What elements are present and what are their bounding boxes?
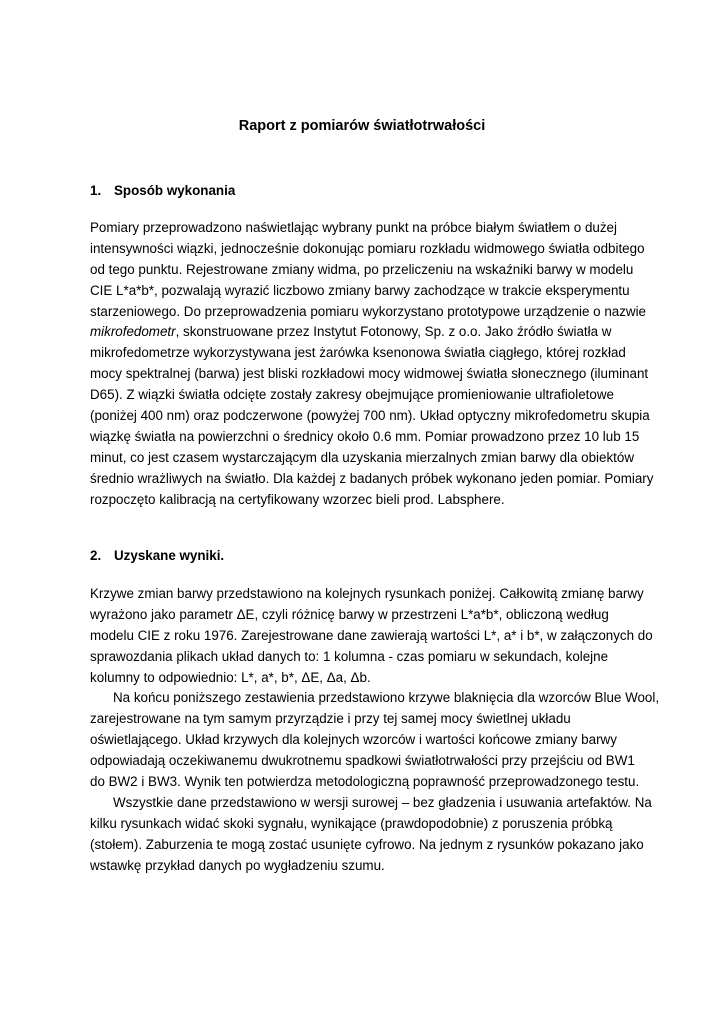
paragraph-line: od tego punktu. Rejestrowane zmiany widma, po przeliczeniu na wskaźniki barwy w modelu: [90, 261, 634, 277]
section-1-paragraph: [90, 218, 660, 510]
paragraph-line: mocy spektralnej (barwa) jest bliski rozkładowi mocy widmowej światła słonecznego (iluminant: [90, 366, 649, 382]
paragraph-line: mikrofedometr, skonstruowane przez Instytut Fotonowy, Sp. z o.o. Jako źródło światła w: [90, 324, 612, 340]
paragraph-line: Wszystkie dane przedstawiono w wersji surowej – bez gładzenia i usuwania artefaktów. Na: [113, 794, 652, 810]
section-2-paragraph: [90, 584, 660, 876]
paragraph-line: Na końcu poniższego zestawienia przedstawiono krzywe blaknięcia dla wzorców Blue Wool,: [113, 690, 660, 706]
section-2-number: 2.: [90, 548, 102, 563]
paragraph-line: rozpoczęto kalibracją na certyfikowany wzorzec bieli prod. Labsphere.: [90, 491, 505, 507]
paragraph-line: intensywności wiązki, jednocześnie dokonując pomiaru rozkładu widmowego światła odbitego: [90, 240, 645, 256]
paragraph-line: odpowiadają oczekiwanemu dwukrotnemu spadkowi światłotrwałości przy przejściu od BW1: [90, 753, 635, 769]
paragraph-line: zarejestrowane na tym samym przyrządzie i przy tej samej mocy świetlnej układu: [90, 711, 571, 727]
paragraph-line: D65). Z wiązki światła odcięte zostały zakresy obejmujące promieniowanie ultrafioletowe: [90, 387, 614, 403]
section-2-title: Uzyskane wyniki.: [114, 548, 225, 563]
paragraph-line: oświetlającego. Układ krzywych dla kolejnych wzorców i wartości końcowe zmiany barwy: [90, 732, 617, 748]
section-2-heading: [90, 548, 224, 563]
document-title: Raport z pomiarów światłotrwałości: [238, 118, 486, 134]
section-1-number: 1.: [90, 183, 102, 198]
paragraph-line: (stołem). Zaburzenia te mogą zostać usunięte cyfrowo. Na jednym z rysunków pokazano jako: [90, 836, 644, 852]
paragraph-line: średnio wrażliwych na światło. Dla każdej z badanych próbek wykonano jeden pomiar. Pomiary: [90, 470, 654, 486]
paragraph-line: modelu CIE z roku 1976. Zarejestrowane dane zawierają wartości L*, a* i b*, w załączonych do: [90, 627, 653, 643]
paragraph-line: kilku rysunkach widać skoki sygnału, wynikające (prawdopodobnie) z poruszenia próbką: [90, 815, 613, 831]
paragraph-line: kolumny to odpowiednio: L*, a*, b*, ΔE, Δa, Δb.: [90, 669, 371, 685]
paragraph-line: (poniżej 400 nm) oraz podczerwone (powyżej 700 nm). Układ optyczny mikrofedometru skupia: [90, 408, 650, 424]
paragraph-line: Krzywe zmian barwy przedstawiono na kolejnych rysunkach poniżej. Całkowitą zmianę barwy: [90, 586, 644, 601]
paragraph-line: mikrofedometrze wykorzystywana jest żarówka ksenonowa światła ciągłego, której rozkład: [90, 345, 626, 361]
paragraph-line: wstawkę przykład danych po wygładzeniu szumu.: [90, 857, 385, 873]
paragraph-line: Pomiary przeprowadzono naświetlając wybrany punkt na próbce białym światłem o dużej: [90, 220, 617, 235]
paragraph-line: do BW2 i BW3. Wynik ten potwierdza metodologiczną poprawność przeprowadzonego testu.: [90, 774, 640, 790]
device-name: mikrofedometr: [90, 324, 176, 340]
paragraph-line: sprawozdania plikach układ danych to: 1 kolumna - czas pomiaru w sekundach, kolejne: [90, 648, 609, 664]
section-1-heading: [90, 183, 235, 198]
section-1-title: Sposób wykonania: [114, 183, 236, 198]
paragraph-line: wiązkę światła na powierzchni o średnicy około 0.6 mm. Pomiar prowadzono przez 10 lub 15: [90, 428, 640, 444]
paragraph-line: starzeniowego. Do przeprowadzenia pomiaru wykorzystano prototypowe urządzenie o nazwie: [90, 303, 647, 319]
paragraph-line: wyrażono jako parametr ΔE, czyli różnicę barwy w przestrzeni L*a*b*, obliczoną według: [90, 606, 609, 622]
paragraph-line: minut, co jest czasem wystarczającym dla uzyskania mierzalnych zmian barwy dla obiektów: [90, 449, 635, 465]
paragraph-line: CIE L*a*b*, pozwalają wyrazić liczbowo zmiany barwy zachodzące w trakcie eksperymentu: [90, 282, 630, 298]
